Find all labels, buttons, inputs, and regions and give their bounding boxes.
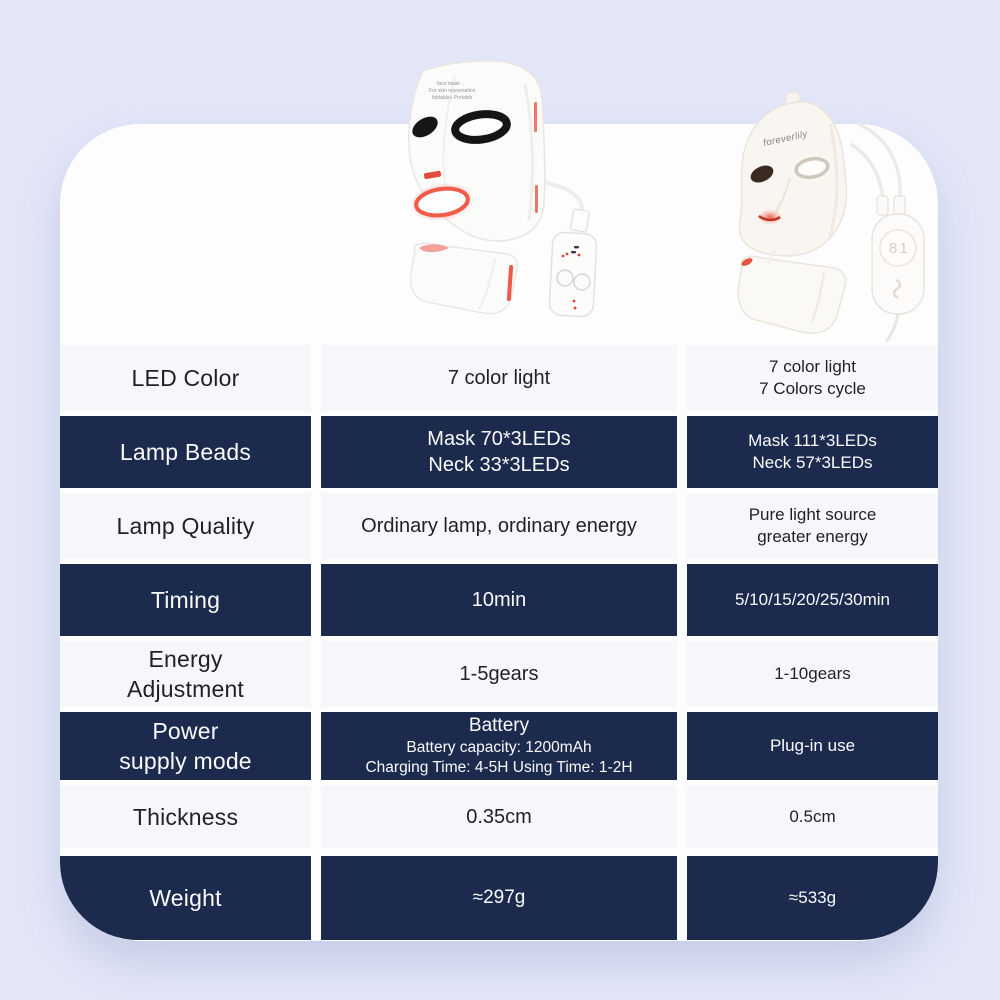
lamp-quality-product2: Pure light source greater energy — [687, 493, 938, 559]
neck-piece-right — [738, 250, 845, 333]
table-row-power-supply — [60, 712, 938, 780]
table-row-weight — [60, 856, 938, 940]
thickness-product2: 0.5cm — [687, 786, 938, 848]
led-face-mask-left — [408, 61, 545, 241]
row-label-timing: Timing — [60, 564, 311, 636]
remote-dial-left — [557, 270, 573, 286]
product-image-right — [712, 90, 937, 345]
timing-product1: 10min — [321, 564, 677, 636]
weight-product2: ≈533g — [687, 856, 938, 940]
table-row-timing — [60, 564, 938, 636]
row-label-weight: Weight — [60, 856, 311, 940]
table-row-thickness — [60, 786, 938, 848]
lamp-quality-product1: Ordinary lamp, ordinary energy — [321, 493, 677, 559]
table-row-energy-adjustment — [60, 641, 938, 707]
led-color-product1: 7 color light — [321, 345, 677, 411]
row-label-energy-adjustment: Energy Adjustment — [60, 641, 311, 707]
remote-control-right — [850, 124, 924, 342]
row-label-led-color: LED Color — [60, 345, 311, 411]
lamp-beads-product2: Mask 111*3LEDs Neck 57*3LEDs — [687, 416, 938, 488]
cable — [545, 183, 582, 209]
table-row-led-color — [60, 345, 938, 411]
product-image-left — [375, 55, 625, 345]
cable-one — [850, 144, 883, 198]
remote-dial-right — [574, 274, 590, 290]
row-label-lamp-beads: Lamp Beads — [60, 416, 311, 488]
brand-logo-text: foreverlily — [762, 128, 809, 149]
energy-adjustment-product2: 1-10gears — [687, 641, 938, 707]
power-supply-product2: Plug-in use — [687, 712, 938, 780]
row-label-lamp-quality: Lamp Quality — [60, 493, 311, 559]
weight-product1: ≈297g — [321, 856, 677, 940]
neck-piece-left — [411, 243, 518, 313]
table-row-lamp-beads — [60, 416, 938, 488]
row-label-thickness: Thickness — [60, 786, 311, 848]
thickness-product1: 0.35cm — [321, 786, 677, 848]
remote-display-digits: 81 — [889, 240, 910, 257]
lamp-beads-product1: Mask 70*3LEDs Neck 33*3LEDs — [321, 416, 677, 488]
side-led-strip-bottom — [535, 185, 538, 213]
power-supply-product1: Battery Battery capacity: 1200mAh Charging Time: 4-5H Using Time: 1-2H — [321, 712, 677, 780]
timing-product2: 5/10/15/20/25/30min — [687, 564, 938, 636]
row-label-power-supply: Power supply mode — [60, 712, 311, 780]
table-row-lamp-quality — [60, 493, 938, 559]
plug-one — [877, 196, 888, 215]
remote-control-left — [545, 183, 597, 317]
forehead-line-3: foldable+ Portable — [432, 95, 473, 101]
comparison-table — [60, 345, 938, 940]
power-wire — [886, 314, 898, 342]
forehead-line-1: face mask — [437, 81, 460, 87]
usb-connector — [570, 209, 589, 232]
forehead-line-2: For skin rejuvenation — [429, 88, 476, 94]
side-led-strip-top — [534, 102, 537, 132]
plug-two — [894, 196, 905, 215]
energy-adjustment-product1: 1-5gears — [321, 641, 677, 707]
led-face-mask-right — [740, 92, 847, 256]
led-color-product2: 7 color light 7 Colors cycle — [687, 345, 938, 411]
